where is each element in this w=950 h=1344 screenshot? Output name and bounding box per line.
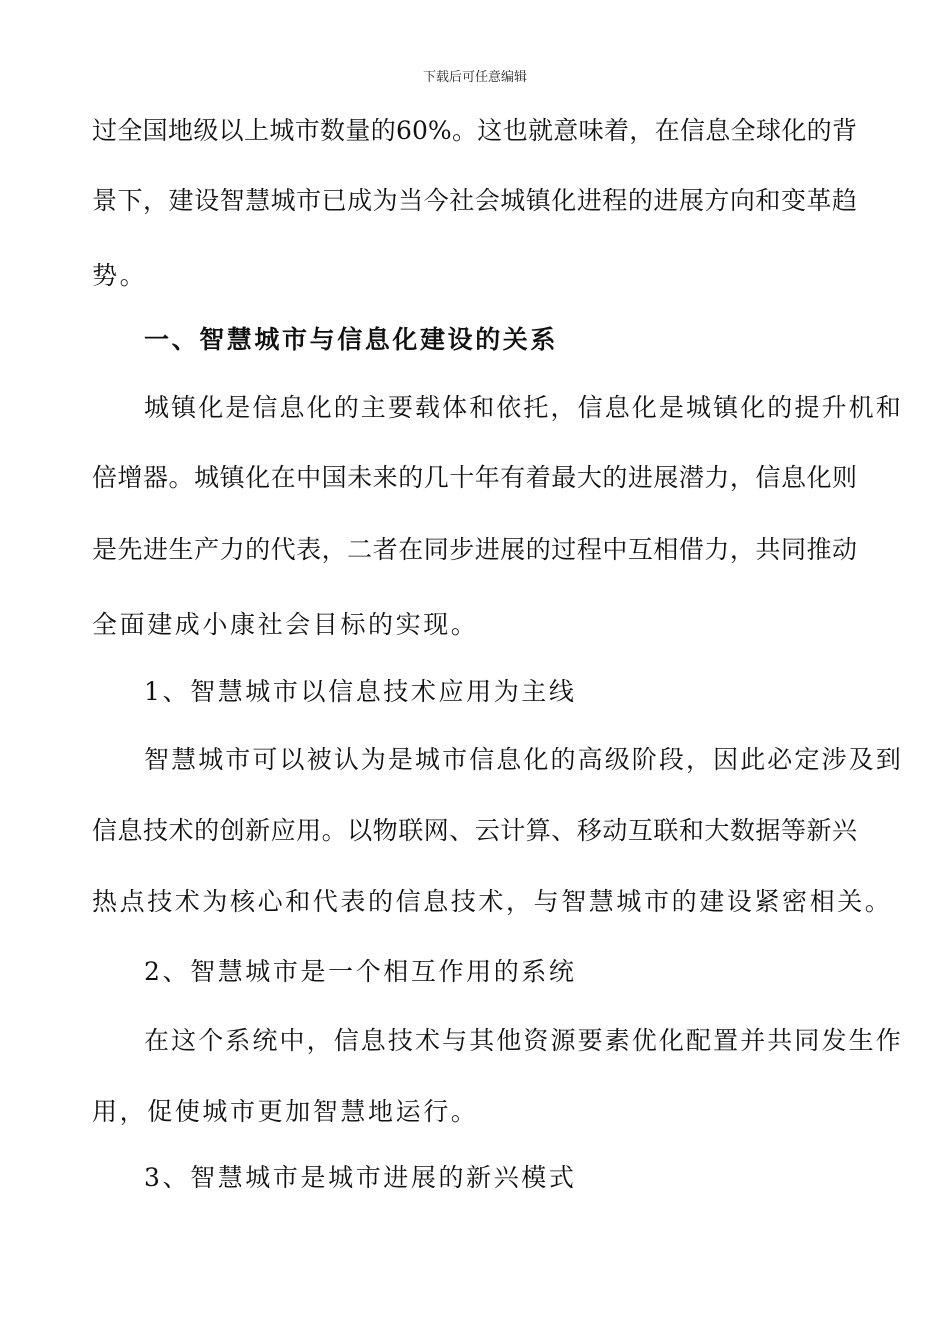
paragraph-line: 全面建成小康社会目标的实现。 <box>92 610 479 639</box>
section-heading: 一、智慧城市与信息化建设的关系 <box>144 325 559 354</box>
paragraph-line: 是先进生产力的代表，二者在同步进展的过程中互相借力，共同推动 <box>92 535 857 564</box>
subsection-heading: 1、智慧城市以信息技术应用为主线 <box>144 677 577 706</box>
paragraph-line: 景下，建设智慧城市已成为当今社会城镇化进程的进展方向和变革趋 <box>92 186 857 215</box>
paragraph-line: 倍增器。城镇化在中国未来的几十年有着最大的进展潜力，信息化则 <box>92 463 857 492</box>
paragraph-line: 城镇化是信息化的主要载体和依托，信息化是城镇化的提升机和 <box>144 393 903 422</box>
page-header: 下载后可任意编辑 <box>422 70 527 85</box>
subsection-heading: 2、智慧城市是一个相互作用的系统 <box>144 957 577 986</box>
paragraph-line: 信息技术的创新应用。以物联网、云计算、移动互联和大数据等新兴 <box>92 816 857 845</box>
paragraph-line: 用，促使城市更加智慧地运行。 <box>92 1097 479 1126</box>
paragraph-line: 过全国地级以上城市数量的60%。这也就意味着，在信息全球化的背 <box>92 116 857 145</box>
paragraph-line: 智慧城市可以被认为是城市信息化的高级阶段，因此必定涉及到 <box>144 745 903 774</box>
paragraph-line: 热点技术为核心和代表的信息技术，与智慧城市的建设紧密相关。 <box>92 887 893 916</box>
subsection-heading: 3、智慧城市是城市进展的新兴模式 <box>144 1163 577 1192</box>
paragraph-line: 势。 <box>92 261 148 290</box>
paragraph-line: 在这个系统中，信息技术与其他资源要素优化配置并共同发生作 <box>144 1026 903 1055</box>
